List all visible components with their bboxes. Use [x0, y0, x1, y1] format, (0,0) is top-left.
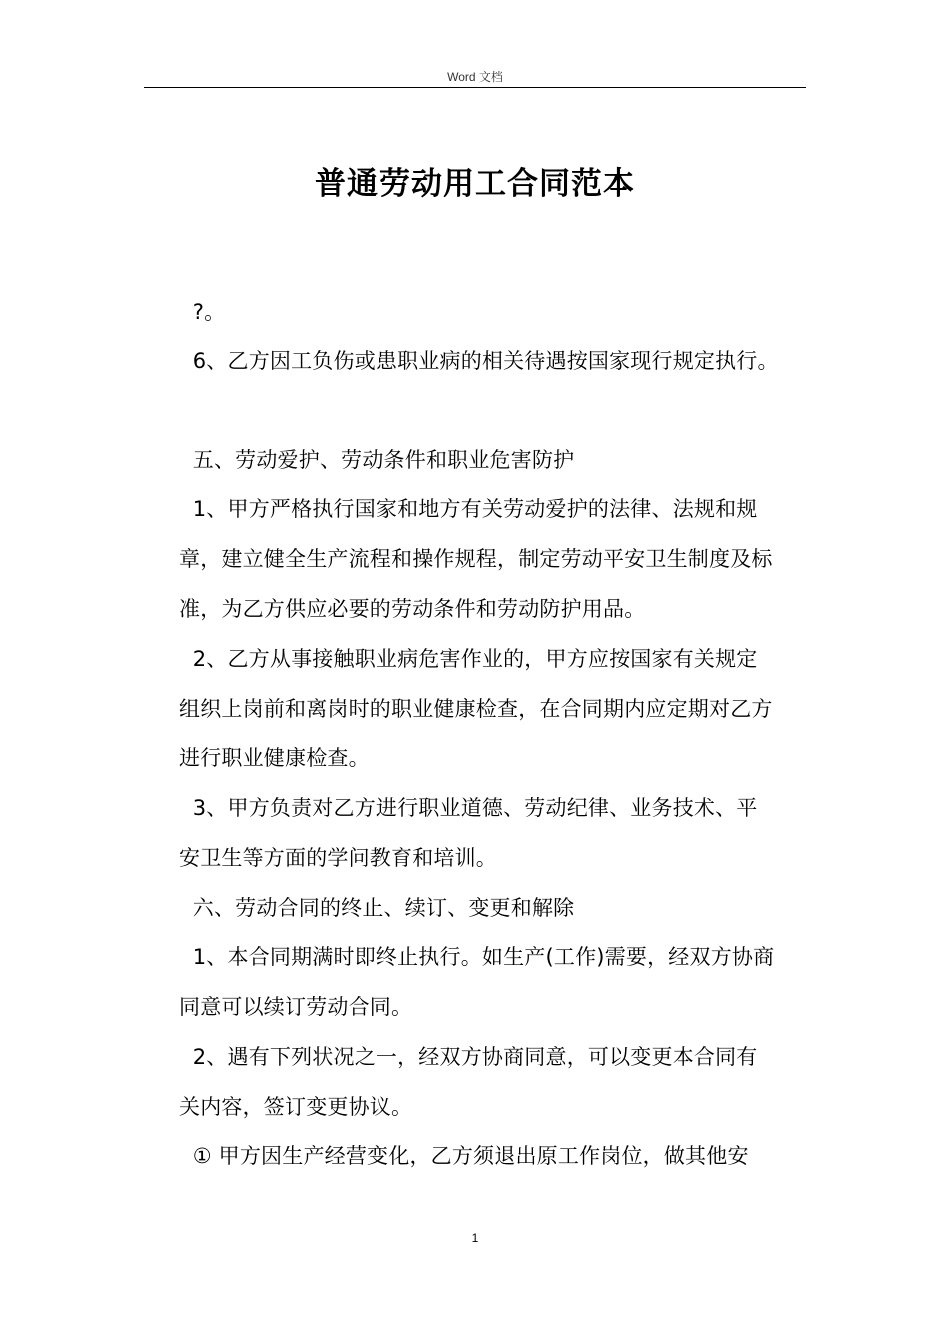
- section-heading: 五、劳动爱护、劳动条件和职业危害防护: [179, 448, 575, 472]
- body-line: 3、甲方负责对乙方进行职业道德、劳动纪律、业务技术、平: [179, 796, 758, 820]
- body-line: 章，建立健全生产流程和操作规程，制定劳动平安卫生制度及标: [179, 547, 773, 571]
- body-line: 2、乙方从事接触职业病危害作业的，甲方应按国家有关规定: [179, 647, 758, 671]
- document-title: 普通劳动用工合同范本: [315, 166, 635, 202]
- body-line: 1、本合同期满时即终止执行。如生产(工作)需要，经双方协商: [179, 945, 775, 969]
- page-number: 1: [471, 1231, 479, 1245]
- body-line: 6、乙方因工负伤或患职业病的相关待遇按国家现行规定执行。: [179, 349, 779, 373]
- body-line: 安卫生等方面的学问教育和培训。: [179, 846, 497, 870]
- body-line: 组织上岗前和离岗时的职业健康检查，在合同期内应定期对乙方: [179, 697, 773, 721]
- section-heading: 六、劳动合同的终止、续订、变更和解除: [179, 896, 575, 920]
- body-line: 关内容，签订变更协议。: [179, 1095, 413, 1119]
- header-label: Word 文档: [447, 70, 503, 84]
- body-line: 准，为乙方供应必要的劳动条件和劳动防护用品。: [179, 597, 646, 621]
- body-line: 1、甲方严格执行国家和地方有关劳动爱护的法律、法规和规: [179, 497, 758, 521]
- body-line: 同意可以续订劳动合同。: [179, 995, 413, 1019]
- header-divider: [144, 87, 806, 88]
- body-line: 进行职业健康检查。: [179, 746, 370, 770]
- body-line: ① 甲方因生产经营变化，乙方须退出原工作岗位，做其他安: [179, 1144, 749, 1168]
- body-line: 2、遇有下列状况之一，经双方协商同意，可以变更本合同有: [179, 1045, 758, 1069]
- body-line: ?。: [179, 300, 226, 324]
